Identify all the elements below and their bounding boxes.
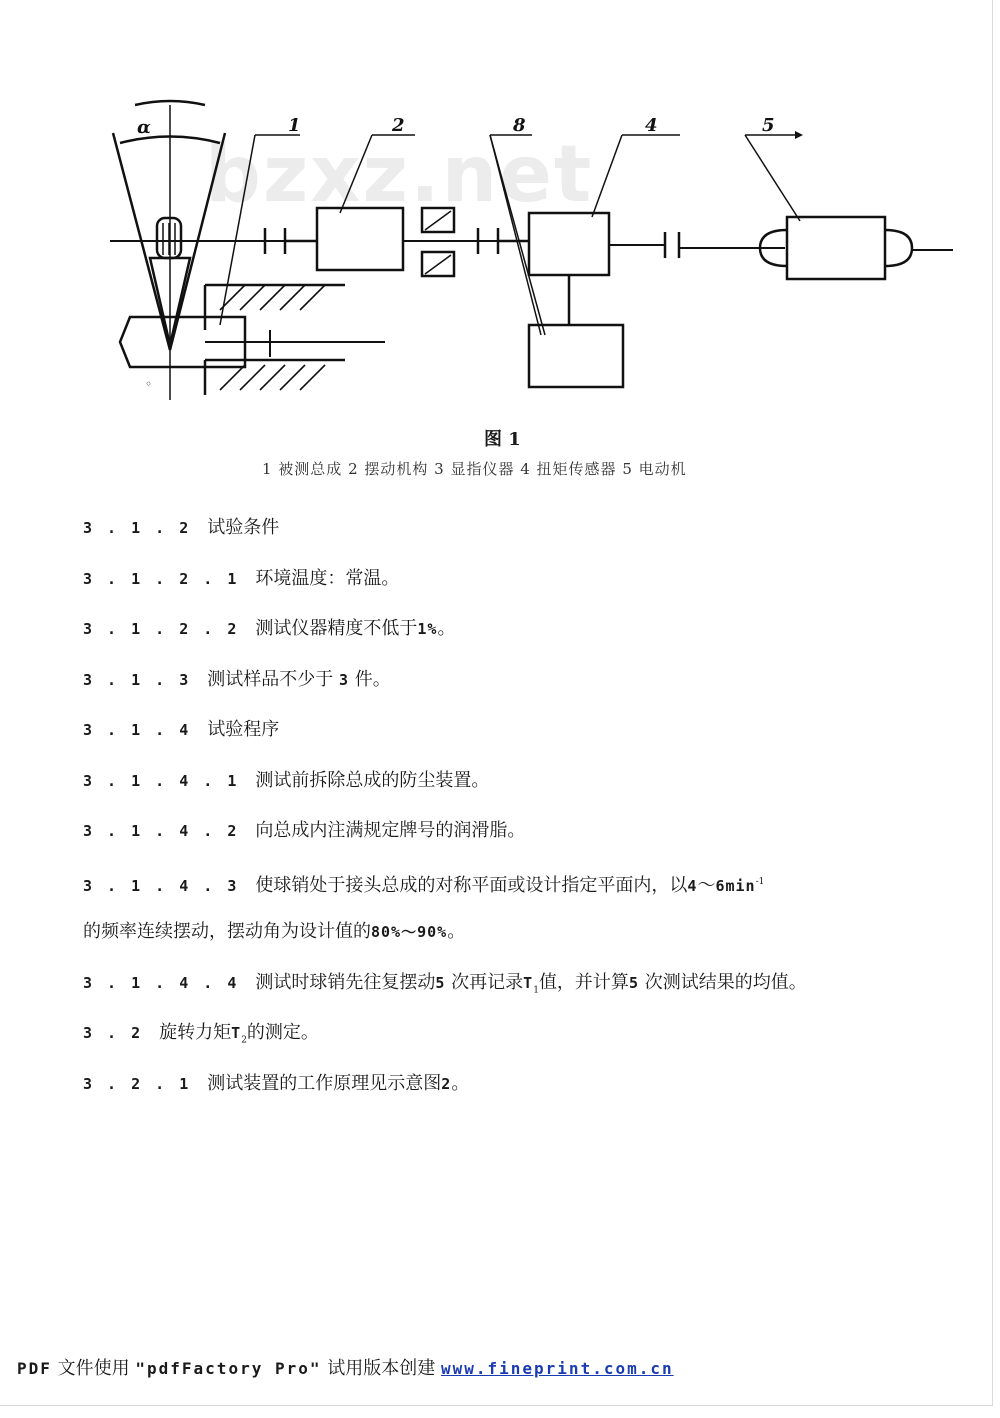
clause-3-1-3 <box>83 667 963 718</box>
clause-text: 测试仪器精度不低于 <box>255 618 418 639</box>
clause-text: 测试前拆除总成的防尘装置。 <box>255 769 490 791</box>
footer-text-2: 试用版本创建 <box>327 1358 436 1379</box>
subscript: 2 <box>241 1035 247 1046</box>
clause-number: 3 . 1 . 4 . 1 <box>83 771 240 790</box>
top-arc <box>135 101 205 105</box>
label-2: 2 <box>392 115 405 136</box>
superscript: -1 <box>755 876 765 887</box>
clause-text: 测试时球销先往复摆动 <box>255 971 436 993</box>
clause-value: 5 <box>435 973 446 992</box>
mechanism-schematic <box>95 95 965 415</box>
display-instrument-box <box>529 325 623 387</box>
clause-text: 测试装置的工作原理见示意图 <box>207 1072 442 1094</box>
label-5: 5 <box>762 115 775 136</box>
clause-3-1-4-3-continued <box>83 919 963 970</box>
clause-text: 向总成内注满规定牌号的润滑脂。 <box>255 820 526 841</box>
clause-3-1-2-1 <box>83 566 963 617</box>
figure-title: 图 1 <box>484 429 521 450</box>
motor-right-cap <box>885 230 912 266</box>
clause-number: 3 . 2 <box>83 1024 144 1042</box>
label-4: 4 <box>645 115 658 136</box>
clause-value: 1% <box>417 620 438 638</box>
pdf-footer <box>17 1354 674 1380</box>
clause-text-end: 的测定。 <box>246 1022 319 1043</box>
clause-3-2-1 <box>83 1071 963 1122</box>
clause-number: 3 . 1 . 2 . 1 <box>83 569 240 588</box>
clause-value: 4 <box>687 876 698 895</box>
clause-number: 3 . 1 . 4 . 4 <box>83 973 240 992</box>
label-alpha: α <box>137 117 151 138</box>
body-text <box>83 515 963 1121</box>
label-8: 8 <box>513 115 526 136</box>
motor-body <box>787 217 885 279</box>
clause-text: 的频率连续摆动，摆动角为设计值的 <box>83 921 371 942</box>
symbol: T <box>231 1024 242 1042</box>
clause-number: 3 . 1 . 2 . 2 <box>83 620 240 638</box>
label-small-circle: ◦ <box>145 377 153 391</box>
clause-value: 2 <box>441 1074 452 1093</box>
clause-3-1-4-3 <box>83 869 963 920</box>
clause-3-1-4 <box>83 717 963 768</box>
footer-product-name: "pdfFactory Pro" <box>135 1359 322 1378</box>
clause-text: 环境温度：常温。 <box>255 567 400 589</box>
clause-number: 3 . 1 . 4 <box>83 721 192 739</box>
tilde: ～ <box>697 874 716 896</box>
figure-1-diagram <box>95 95 965 415</box>
clause-text: 测试样品不少于 <box>207 668 334 690</box>
clause-unit: 6min <box>715 876 756 895</box>
clause-text: 试验条件 <box>207 517 280 538</box>
clause-text: 次再记录 <box>451 971 524 993</box>
leader-4 <box>592 135 622 217</box>
clause-value: 3 <box>339 670 350 689</box>
leader-1 <box>220 135 255 325</box>
clause-number: 3 . 1 . 2 <box>83 519 192 537</box>
clause-text-end: 。 <box>437 618 456 639</box>
clause-text: 使球销处于接头总成的对称平面或设计指定平面内，以 <box>255 874 688 896</box>
clause-3-1-4-1 <box>83 768 963 819</box>
clause-text: 旋转力矩 <box>159 1022 232 1043</box>
clause-number: 3 . 1 . 4 . 3 <box>83 876 240 895</box>
clause-3-1-2 <box>83 515 963 566</box>
clause-text-end: 。 <box>451 1072 470 1094</box>
clause-3-1-4-2 <box>83 818 963 869</box>
symbol: T <box>523 973 534 992</box>
torque-sensor-box <box>529 213 609 275</box>
clause-number: 3 . 2 . 1 <box>83 1074 192 1093</box>
clause-3-1-2-2 <box>83 616 963 667</box>
clause-number: 3 . 1 . 3 <box>83 670 192 689</box>
clause-value: 5 <box>628 973 639 992</box>
footer-pdf-label: PDF <box>17 1359 52 1378</box>
swing-mechanism-box <box>317 208 403 270</box>
clause-number: 3 . 1 . 4 . 2 <box>83 822 240 840</box>
figure-legend: 1 被测总成 2 摆动机构 3 显指仪器 4 扭矩传感器 5 电动机 <box>262 460 687 478</box>
clause-value: 80%～90% <box>371 923 448 941</box>
clause-text-end: 。 <box>447 921 466 942</box>
footer-text: 文件使用 <box>57 1358 130 1379</box>
watermark: bzxz.net <box>205 130 594 220</box>
clause-3-1-4-4 <box>83 970 963 1021</box>
label-1: 1 <box>288 115 301 136</box>
clause-3-2 <box>83 1020 963 1071</box>
clause-text-end: 件。 <box>354 668 391 690</box>
clause-text-end: 次测试结果的均值。 <box>644 971 807 993</box>
clause-text: 值，并计算 <box>538 971 629 993</box>
clause-text: 试验程序 <box>207 719 280 740</box>
subscript: 1 <box>533 985 539 996</box>
fineprint-link[interactable]: www.fineprint.com.cn <box>440 1359 674 1378</box>
leader-2 <box>340 135 372 213</box>
leader-5 <box>745 135 800 221</box>
